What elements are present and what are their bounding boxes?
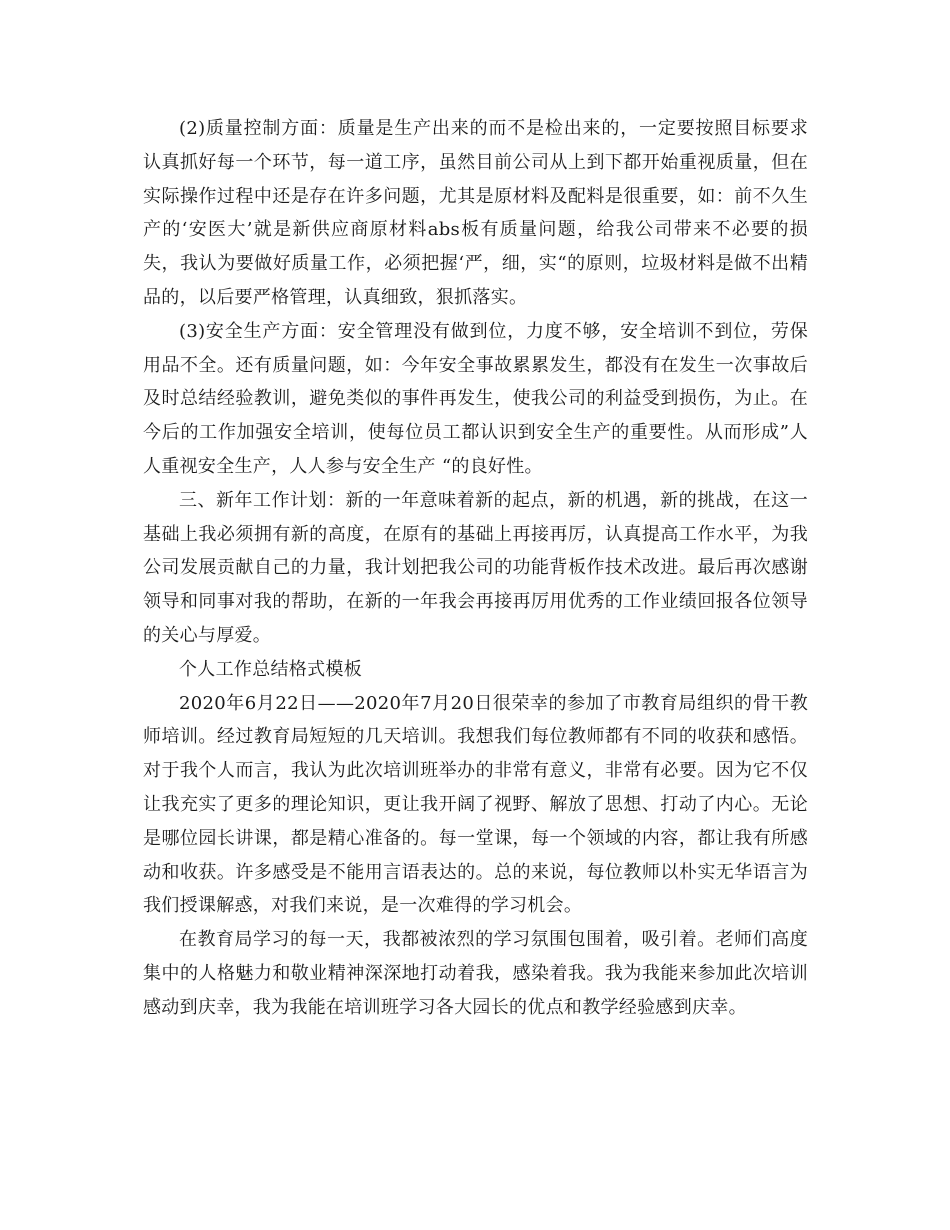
section-heading: 个人工作总结格式模板	[179, 658, 362, 680]
paragraph-training-intro: 2020年6月22日——2020年7月20日很荣幸的参加了市教育局组织的骨干教师培训。经过教育局短短的几天培训。我想我们每位教师都有不同的收获和感悟。对于我个人而言，我认为此次培训班举办的非常有意义，非常有必要。因为它不仅让我充实了更多的理论知识，更让我开阔了视野、解放了思想、打动了内心。无论是哪位园长讲课，都是精心准备的。每一堂课，每一个领域的内容，都让我有所感动和收获。许多感受是不能用言语表达的。总的来说，每位教师以朴实无华语言为我们授课解惑，对我们来说，是一次难得的学习机会。	[143, 692, 808, 917]
document-page	[143, 112, 808, 1025]
paragraph-quality-control: (2)质量控制方面：质量是生产出来的而不是检出来的，一定要按照目标要求认真抓好每一个环节，每一道工序，虽然目前公司从上到下都开始重视质量，但在实际操作过程中还是存在许多问题，尤其是原材料及配料是很重要，如：前不久生产的‘安医大’就是新供应商原材料abs板有质量问题，给我公司带来不必要的损失，我认为要做好质量工作，必须把握‘严，细，实“的原则，垃圾材料是做不出精品的，以后要严格管理，认真细致，狠抓落实。	[143, 118, 808, 308]
paragraph-new-year-plan: 三、新年工作计划：新的一年意味着新的起点，新的机遇，新的挑战，在这一基础上我必须拥有新的高度，在原有的基础上再接再厉，认真提高工作水平，为我公司发展贡献自己的力量，我计划把我公司的功能背板作技术改进。最后再次感谢领导和同事对我的帮助，在新的一年我会再接再厉用优秀的工作业绩回报各位领导的关心与厚爱。	[143, 489, 808, 646]
paragraph-safety-production: (3)安全生产方面：安全管理没有做到位，力度不够，安全培训不到位，劳保用品不全。还有质量问题，如：今年安全事故累累发生，都没有在发生一次事故后及时总结经验教训，避免类似的事件再发生，使我公司的利益受到损伤，为止。在今后的工作加强安全培训，使每位员工都认识到安全生产的重要性。从而形成”人人重视安全生产，人人参与安全生产 “的良好性。	[143, 320, 808, 477]
paragraph-training-experience: 在教育局学习的每一天，我都被浓烈的学习氛围包围着，吸引着。老师们高度集中的人格魅力和敬业精神深深地打动着我，感染着我。我为我能来参加此次培训感动到庆幸，我为我能在培训班学习各大园长的优点和教学经验感到庆幸。	[143, 929, 808, 1018]
